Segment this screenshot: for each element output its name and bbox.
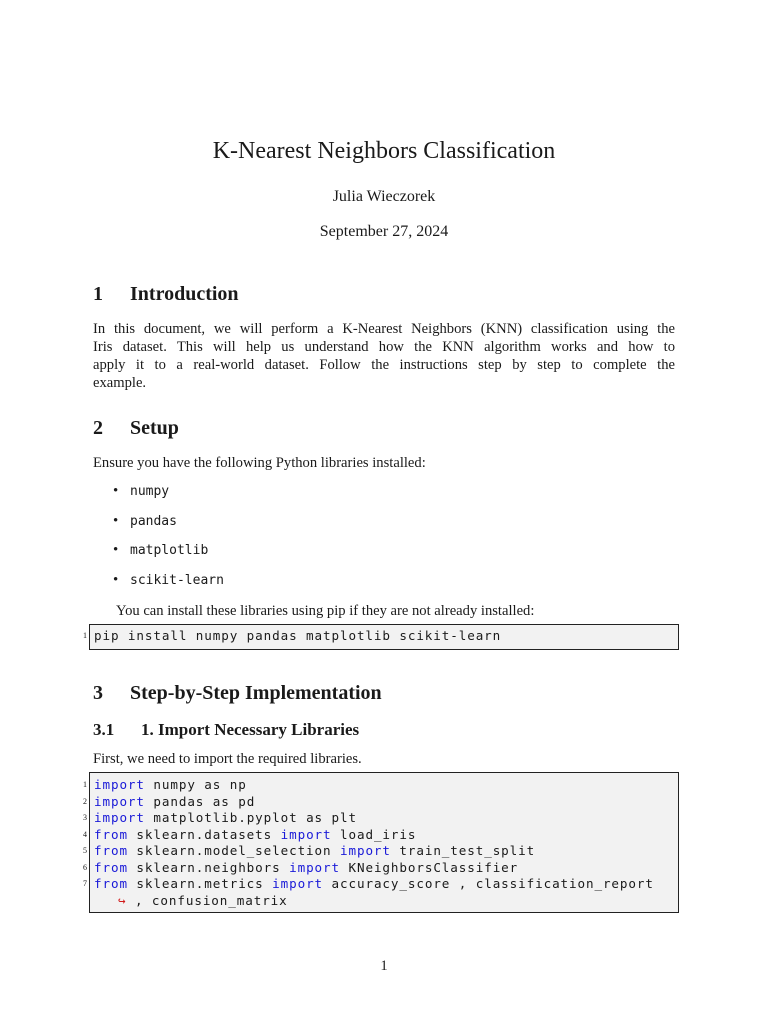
line-number: 2 [83,796,87,806]
line-number: 1 [83,780,87,789]
code-keyword: import [94,777,145,792]
code-line [83,843,678,860]
code-keyword: import [280,826,332,842]
install-instructions: You can install these libraries using pip if they are not already installed: [116,603,535,619]
code-keyword: import [340,843,391,858]
document-title: K-Nearest Neighbors Classification [212,138,556,164]
list-item [113,483,224,513]
page-number: 1 [380,958,388,974]
code-text: matplotlib.pyplot as plt [144,810,357,825]
imports-paragraph: First, we need to import the required libraries. [93,751,362,767]
library-name: pandas [130,513,177,529]
code-line-continuation [90,893,678,910]
line-number: 3 [83,813,87,822]
code-line [83,859,678,877]
subsection-heading-imports [93,720,359,740]
code-line [83,876,678,893]
code-text: sklearn.model_selection [127,843,340,858]
line-number: 4 [83,829,87,839]
code-keyword: from [94,826,128,842]
section-number: 1 [93,283,103,305]
code-keyword: from [94,843,128,858]
code-keyword: import [272,876,324,891]
code-text: train_test_split [390,843,536,858]
code-text: accuracy_score , classification_report [323,876,654,891]
document-date: September 27, 2024 [319,223,449,240]
section-number: 3 [93,682,103,704]
install-code-block [83,624,679,650]
code-line [83,793,678,811]
subsection-number: 3.1 [93,720,115,739]
setup-paragraph: Ensure you have the following Python libraries installed: [93,455,426,471]
section-number: 2 [93,417,103,439]
introduction-paragraph [93,320,675,392]
section-heading-implementation [93,682,382,705]
code-text: sklearn.datasets [127,826,281,842]
code-text: load_iris [331,826,417,842]
code-keyword: import [289,859,341,875]
imports-code-block [83,772,679,913]
line-wrap-arrow-icon: ↪ [118,892,127,908]
list-item [113,572,224,602]
library-name: matplotlib [130,543,209,558]
code-text: sklearn.metrics [127,876,273,891]
code-text: pandas as pd [144,793,256,809]
section-heading-setup [93,417,179,440]
section-heading-introduction [93,283,239,306]
line-number: 1 [83,631,87,640]
list-item [113,513,224,543]
code-keyword: import [94,793,145,809]
paragraph-line: Iris dataset. This will help us understand how the KNN algorithm works and how to [93,339,675,355]
library-name: scikit-learn [130,572,224,588]
paragraph-line: example. [93,375,147,391]
code-text: KNeighborsClassifier [340,859,519,875]
bullet-icon: • [113,542,119,558]
line-number: 5 [83,846,87,855]
code-line [83,826,678,844]
paragraph-line: apply it to a real-world dataset. Follow the instructions step by step to complete the [93,357,675,373]
code-text: sklearn.neighbors [127,859,290,875]
section-title: Introduction [130,283,239,305]
document-author: Julia Wieczorek [332,188,436,205]
code-text: , confusion_matrix [126,892,288,908]
line-number: 6 [83,862,87,872]
line-number: 7 [83,879,87,888]
code-keyword: from [94,876,128,891]
code-keyword: from [94,859,128,875]
code-line [83,628,678,645]
code-text: pip install numpy pandas matplotlib scikit-learn [94,628,502,643]
bullet-icon: • [113,483,119,499]
library-name: numpy [130,484,170,499]
bullet-icon: • [113,571,119,588]
bullet-icon: • [113,512,119,529]
section-title: Setup [130,417,179,439]
section-title: Step-by-Step Implementation [130,682,382,704]
code-keyword: import [94,810,145,825]
paragraph-line: In this document, we will perform a K-Nearest Neighbors (KNN) classification using the [93,321,675,337]
code-line [83,810,678,827]
code-line [83,777,678,794]
list-item [113,542,224,572]
subsection-title: 1. Import Necessary Libraries [141,720,360,739]
library-list [113,483,224,601]
code-text: numpy as np [144,777,247,792]
